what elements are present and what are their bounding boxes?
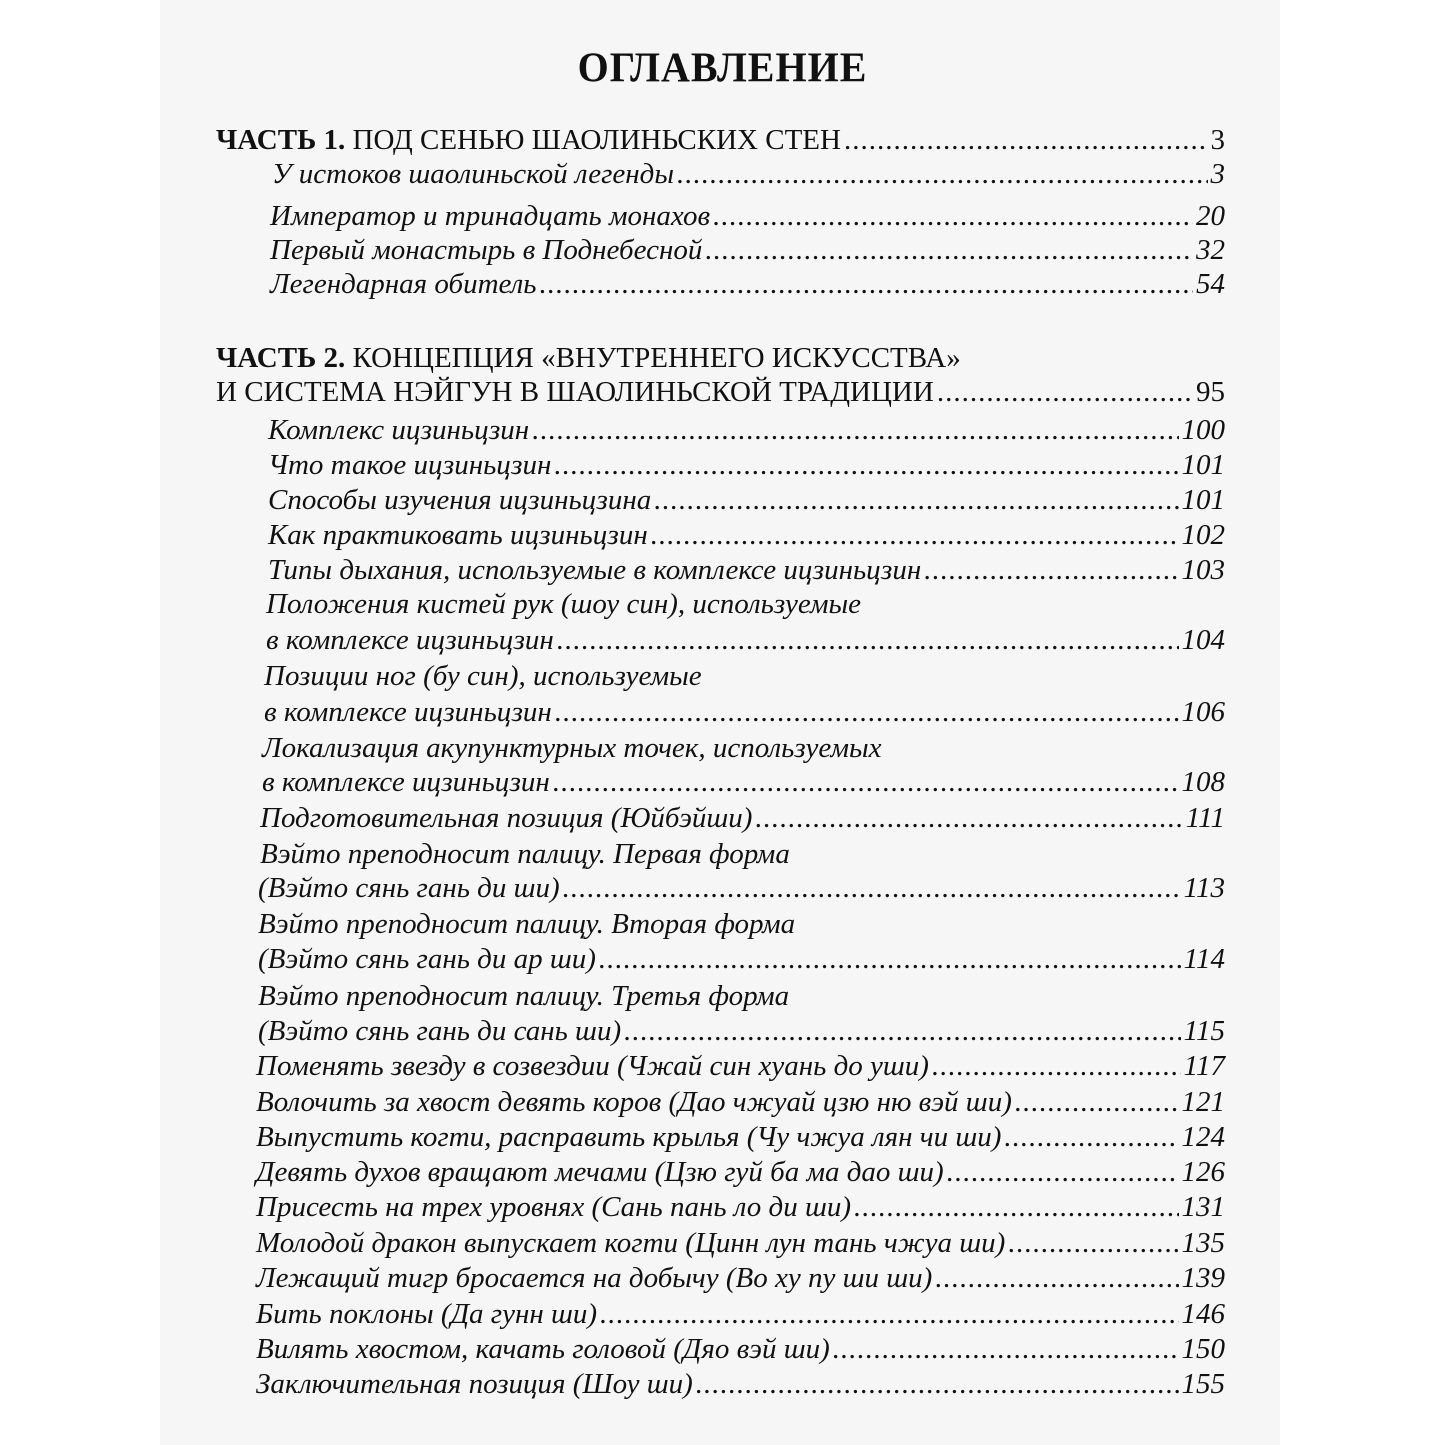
toc-entry (268, 554, 1225, 587)
toc-entry (268, 484, 1225, 517)
leader-dots (755, 802, 1182, 835)
leader-dots (555, 696, 1179, 729)
leader-dots (854, 1191, 1178, 1224)
leader-dots (696, 1368, 1179, 1401)
leader-dots (935, 1262, 1178, 1295)
toc-entry (256, 1086, 1225, 1119)
entry-page: 114 (1183, 943, 1225, 975)
entry-title: в комплексе ицзиньцзин (262, 766, 550, 798)
toc-entry (266, 624, 1225, 657)
entry-title: Типы дыхания, используемые в комплексе ицзиньцзин (268, 554, 922, 586)
entry-title: Бить поклоны (Да гунн ши) (256, 1298, 598, 1330)
entry-page: 155 (1181, 1368, 1225, 1400)
toc-part-2 (216, 376, 1225, 409)
toc-part-1 (216, 124, 1225, 157)
entry-page: 115 (1183, 1015, 1225, 1047)
entry-title-line1: Положения кистей рук (шоу син), используемые (266, 588, 862, 620)
entry-page: 3 (1210, 158, 1225, 190)
leader-dots (624, 1015, 1181, 1048)
entry-title: Выпустить когти, расправить крылья (Чу чжуа лян чи ши) (256, 1121, 1002, 1153)
toc-entry (264, 696, 1225, 729)
entry-page: 117 (1183, 1050, 1225, 1082)
leader-dots (599, 943, 1181, 976)
toc-entry (260, 802, 1225, 835)
toc-entry (272, 158, 1225, 191)
leader-dots (1008, 1227, 1178, 1260)
entry-page: 106 (1181, 696, 1225, 728)
leader-dots (924, 554, 1178, 587)
part-2-name-line2: И СИСТЕМА НЭЙГУН В ШАОЛИНЬСКОЙ ТРАДИЦИИ (216, 376, 934, 408)
leader-dots (833, 1333, 1179, 1366)
toc-entry (256, 1262, 1225, 1295)
entry-title: Способы изучения ицзиньцзина (268, 484, 652, 516)
leader-dots (600, 1298, 1178, 1331)
toc-entry (268, 449, 1225, 482)
entry-page: 101 (1181, 449, 1225, 481)
entry-title: Вилять хвостом, качать головой (Дяо вэй ши) (256, 1333, 830, 1365)
entry-page: 32 (1196, 234, 1225, 266)
toc-entry (268, 519, 1225, 552)
entry-page: 124 (1181, 1121, 1225, 1153)
entry-page: 20 (1196, 200, 1225, 232)
toc-entry (270, 200, 1225, 233)
leader-dots (844, 124, 1208, 157)
entry-title: Поменять звезду в созвездии (Чжай син хуань до уши) (256, 1050, 929, 1082)
part-1-page: 3 (1210, 124, 1225, 156)
leader-dots (553, 766, 1179, 799)
toc-entry (258, 872, 1225, 905)
part-2-name-line1: КОНЦЕПЦИЯ «ВНУТРЕННЕГО ИСКУССТВА» (352, 342, 961, 374)
entry-page: 104 (1181, 624, 1225, 656)
leader-dots (713, 200, 1193, 233)
entry-page: 108 (1181, 766, 1225, 798)
entry-title: в комплексе ицзиньцзин (264, 696, 552, 728)
toc-entry (256, 1298, 1225, 1331)
toc-entry (256, 1050, 1225, 1083)
entry-page: 135 (1181, 1227, 1225, 1259)
toc-part-2-heading (216, 342, 961, 375)
page-title: ОГЛАВЛЕНИЕ (577, 43, 868, 92)
entry-title: Волочить за хвост девять коров (Дао чжуай цзю ню вэй ши) (256, 1086, 1012, 1118)
entry-title-line1: Позиции ног (бу син), используемые (264, 660, 702, 692)
toc-entry (258, 943, 1225, 976)
entry-page: 111 (1185, 802, 1225, 834)
entry-title: Комплекс ицзиньцзин (268, 414, 530, 446)
part-1-label: ЧАСТЬ 1. (216, 124, 346, 156)
leader-dots (932, 1050, 1181, 1083)
toc-entry (262, 766, 1225, 799)
entry-title: Первый монастырь в Поднебесной (270, 234, 703, 266)
leader-dots (563, 872, 1181, 905)
leader-dots (554, 449, 1178, 482)
entry-title: Как практиковать ицзиньцзин (268, 519, 648, 551)
entry-page: 103 (1181, 554, 1225, 586)
entry-page: 113 (1183, 872, 1225, 904)
part-2-page: 95 (1196, 376, 1225, 408)
toc-entry (270, 234, 1225, 267)
entry-page: 131 (1181, 1191, 1225, 1223)
leader-dots (1004, 1121, 1178, 1154)
toc-entry (256, 1333, 1225, 1366)
toc-entry (258, 1015, 1225, 1048)
leader-dots (557, 624, 1179, 657)
entry-title: Девять духов вращают мечами (Цзю гуй ба ма дао ши) (256, 1156, 944, 1188)
toc-entry (256, 1227, 1225, 1260)
toc-entry (268, 414, 1225, 447)
part-1-name: ПОД СЕНЬЮ ШАОЛИНЬСКИХ СТЕН (352, 124, 841, 156)
entry-title-line1: Локализация акупунктурных точек, используемых (262, 732, 882, 764)
toc-entry (256, 1121, 1225, 1154)
entry-title-line1: Вэйто преподносит палицу. Первая форма (260, 838, 790, 870)
entry-page: 100 (1181, 414, 1225, 446)
entry-title: Подготовительная позиция (Юйбэйши) (260, 802, 753, 834)
entry-title: Что такое ицзиньцзин (268, 449, 552, 481)
toc-entry (270, 268, 1225, 301)
entry-title: Присесть на трех уровнях (Сань пань ло ди ши) (256, 1191, 852, 1223)
part-2-label: ЧАСТЬ 2. (216, 342, 346, 374)
entry-page: 102 (1181, 519, 1225, 551)
entry-page: 146 (1181, 1298, 1225, 1330)
entry-title: (Вэйто сянь гань ди ар ши) (258, 943, 596, 975)
entry-page: 54 (1196, 268, 1225, 300)
toc-entry (256, 1156, 1225, 1189)
entry-title: (Вэйто сянь гань ди ши) (258, 872, 560, 904)
leader-dots (654, 484, 1178, 517)
toc-entry (256, 1191, 1225, 1224)
entry-title: Заключительная позиция (Шоу ши) (256, 1368, 693, 1400)
entry-title: (Вэйто сянь гань ди сань ши) (258, 1015, 622, 1047)
leader-dots (1015, 1086, 1179, 1119)
entry-title: Император и тринадцать монахов (270, 200, 711, 232)
entry-title: Лежащий тигр бросается на добычу (Во ху пу ши ши) (256, 1262, 933, 1294)
entry-page: 101 (1181, 484, 1225, 516)
entry-title: У истоков шаолиньской легенды (272, 158, 674, 190)
entry-title-line1: Вэйто преподносит палицу. Вторая форма (258, 908, 796, 940)
toc-entry (256, 1368, 1225, 1401)
entry-page: 121 (1181, 1086, 1225, 1118)
leader-dots (651, 519, 1179, 552)
entry-page: 150 (1181, 1333, 1225, 1365)
leader-dots (937, 376, 1193, 409)
leader-dots (532, 414, 1178, 447)
leader-dots (540, 268, 1193, 301)
entry-page: 126 (1181, 1156, 1225, 1188)
entry-title: Молодой дракон выпускает когти (Цинн лун тань чжуа ши) (256, 1227, 1006, 1259)
entry-title: в комплексе ицзиньцзин (266, 624, 554, 656)
leader-dots (705, 234, 1193, 267)
leader-dots (947, 1156, 1179, 1189)
leader-dots (677, 158, 1208, 191)
entry-title: Легендарная обитель (270, 268, 537, 300)
entry-title-line1: Вэйто преподносит палицу. Третья форма (258, 980, 790, 1012)
entry-page: 139 (1181, 1262, 1225, 1294)
